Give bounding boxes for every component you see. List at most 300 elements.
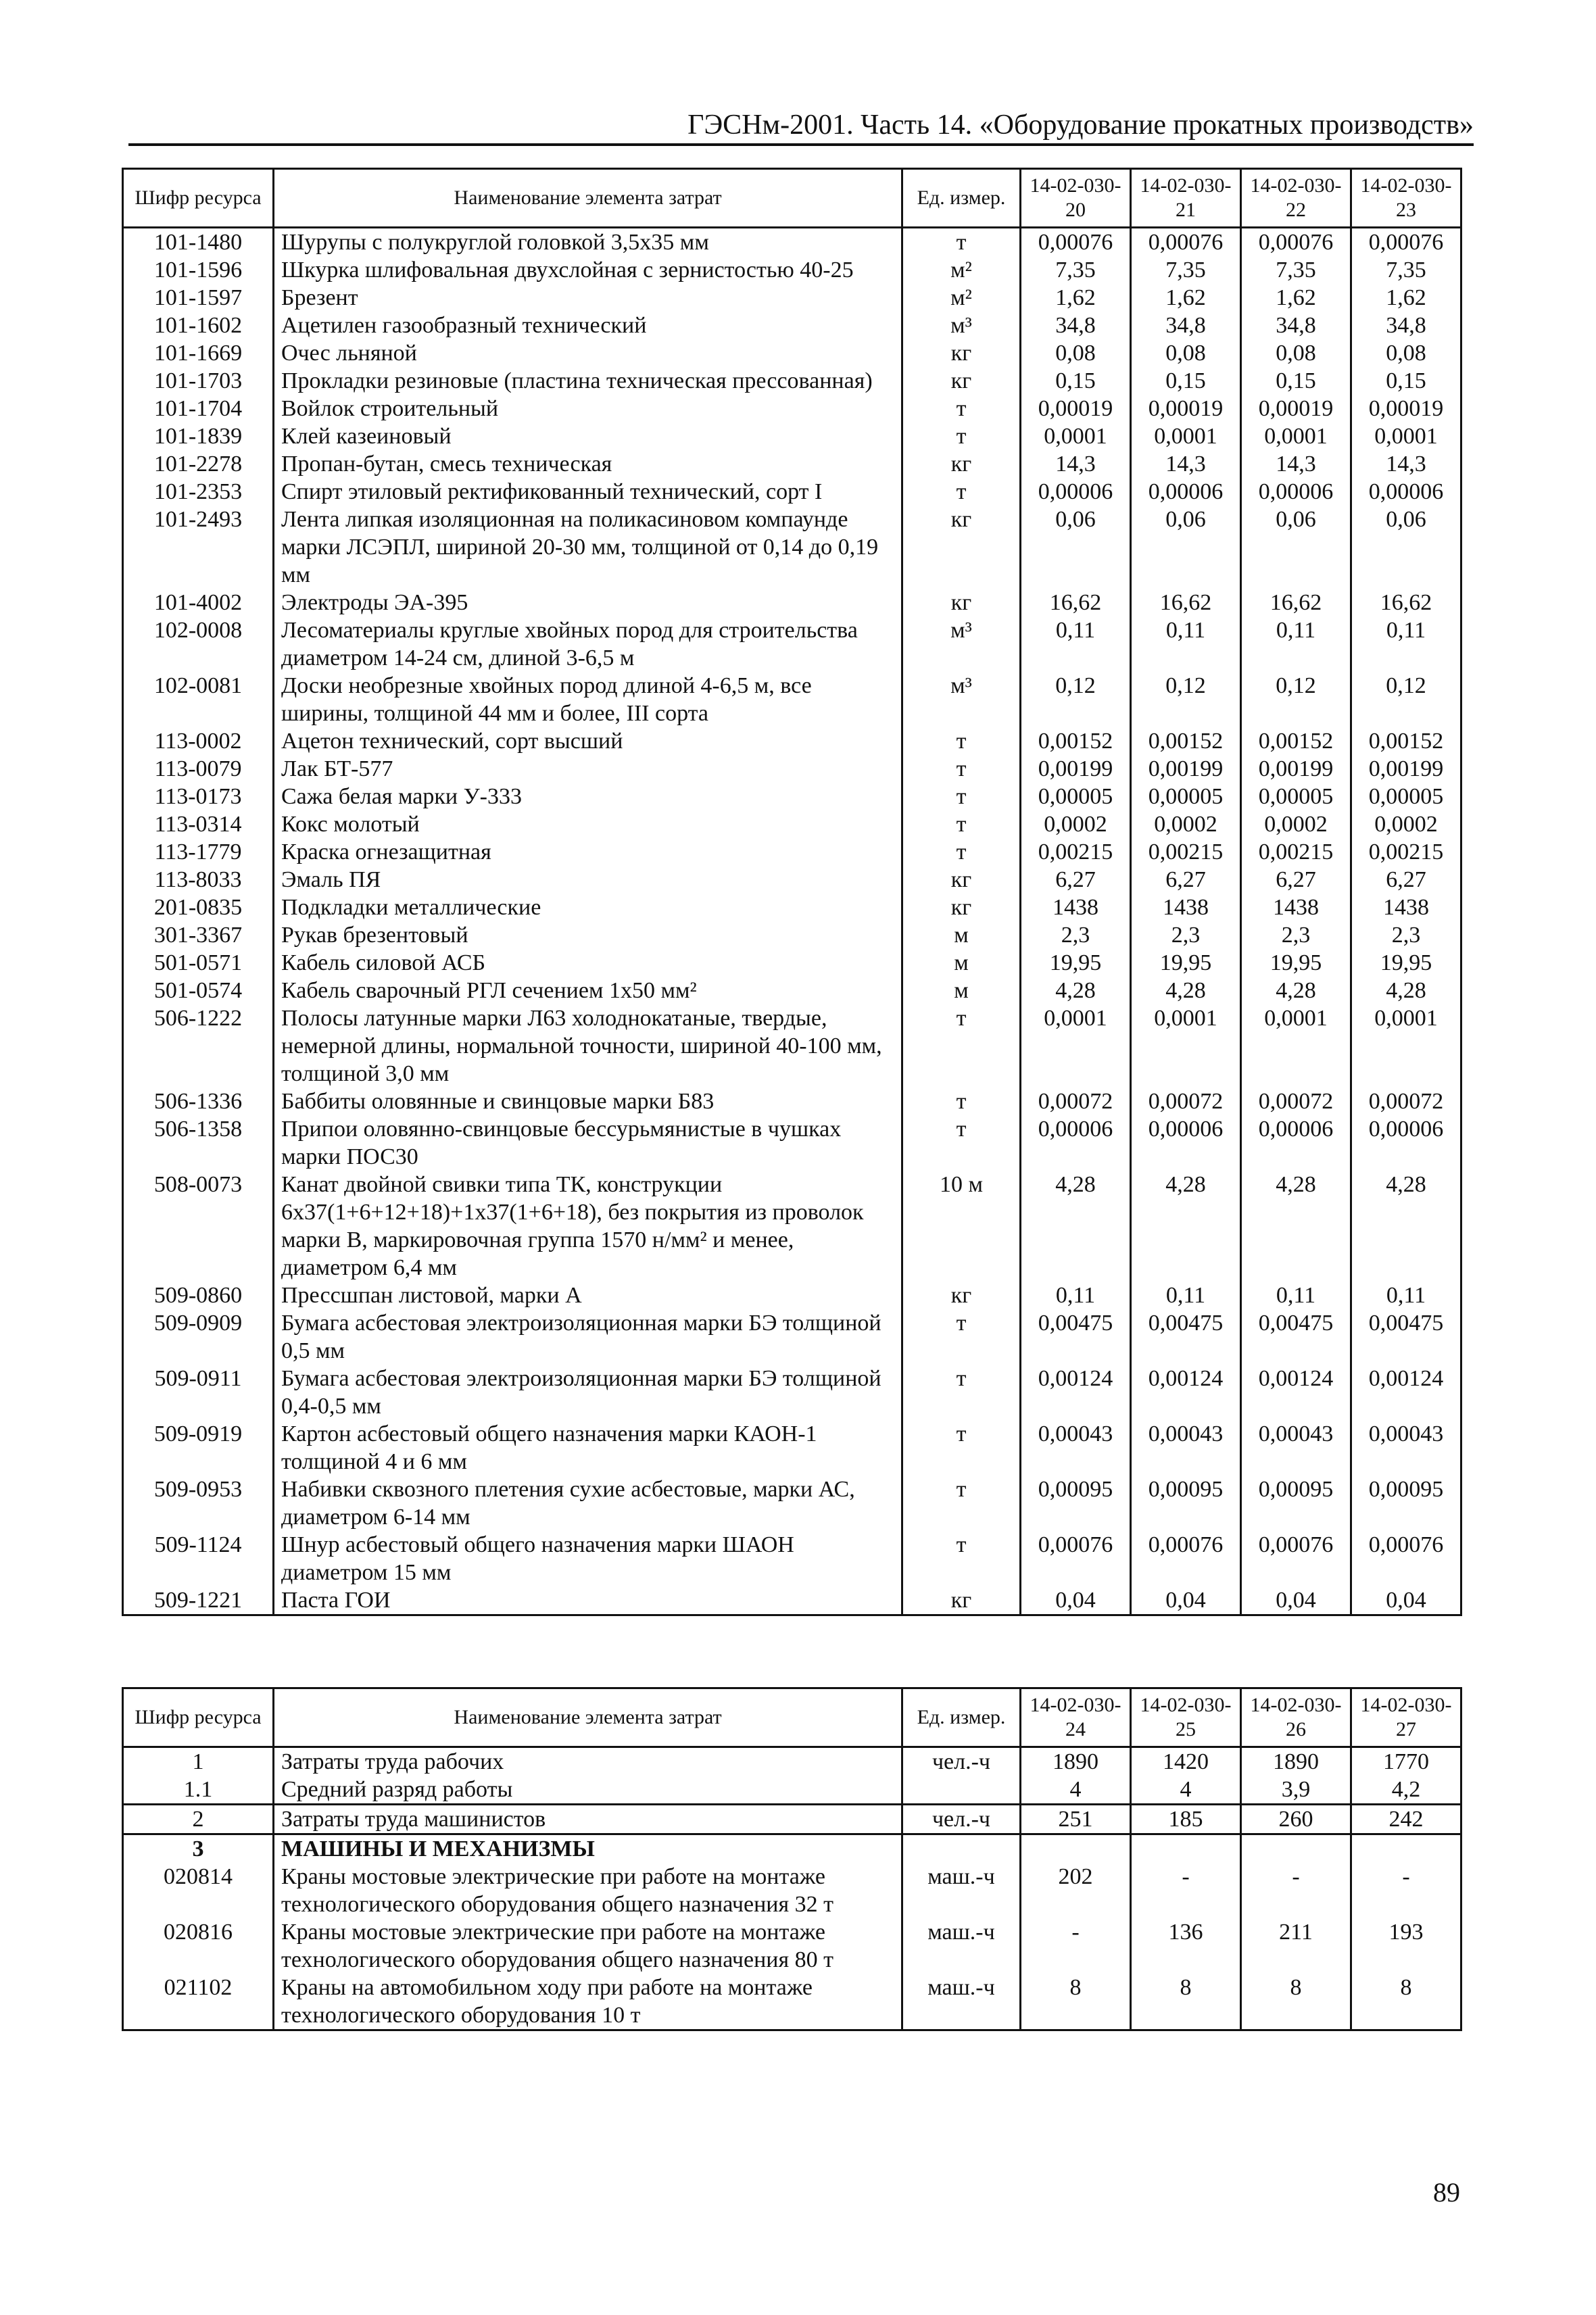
unit-of-measure: т <box>902 228 1021 257</box>
cost-element-name: Краска огнезащитная <box>274 838 902 866</box>
norm-value-1: - <box>1021 1918 1131 1974</box>
norm-value-1: 0,00215 <box>1021 838 1131 866</box>
cost-element-name: Паста ГОИ <box>274 1586 902 1615</box>
resource-code: 101-1480 <box>123 228 274 257</box>
norm-value-4 <box>1351 1834 1461 1863</box>
resource-code: 101-4002 <box>123 589 274 616</box>
norm-value-3: 0,00006 <box>1241 1115 1351 1171</box>
table-row <box>123 866 1461 894</box>
norm-value-1: 6,27 <box>1021 866 1131 894</box>
norm-value-1: 0,04 <box>1021 1586 1131 1615</box>
norm-value-1: 19,95 <box>1021 949 1131 977</box>
table-row <box>123 312 1461 339</box>
cost-element-name: Эмаль ПЯ <box>274 866 902 894</box>
norm-value-1: 1438 <box>1021 894 1131 921</box>
norm-value-1: 1,62 <box>1021 284 1131 312</box>
resource-code: 020816 <box>123 1918 274 1974</box>
norm-value-3: 8 <box>1241 1974 1351 2030</box>
cost-element-name: Очес льняной <box>274 339 902 367</box>
norm-value-4: 1438 <box>1351 894 1461 921</box>
resource-code: 102-0081 <box>123 672 274 727</box>
table-row <box>123 1171 1461 1282</box>
table-row <box>123 1088 1461 1115</box>
table-row <box>123 1004 1461 1088</box>
norm-value-2: 0,0001 <box>1131 422 1241 450</box>
resource-code: 509-1221 <box>123 1586 274 1615</box>
resource-code: 113-0173 <box>123 783 274 810</box>
norm-value-3: 0,0001 <box>1241 422 1351 450</box>
table-row <box>123 1309 1461 1365</box>
norm-value-2: 0,00005 <box>1131 783 1241 810</box>
norm-value-3: 0,00076 <box>1241 1531 1351 1586</box>
unit-of-measure: кг <box>902 450 1021 478</box>
norm-value-1: 4 <box>1021 1776 1131 1805</box>
labor-machines-table <box>122 1687 1462 2031</box>
norm-value-4: 0,06 <box>1351 506 1461 589</box>
table-row <box>123 339 1461 367</box>
materials-table <box>122 168 1462 1616</box>
norm-value-4: 0,00124 <box>1351 1365 1461 1420</box>
norm-value-2: 0,11 <box>1131 616 1241 672</box>
norm-value-4: 0,08 <box>1351 339 1461 367</box>
norm-value-1: 0,0002 <box>1021 810 1131 838</box>
norm-value-2: 0,12 <box>1131 672 1241 727</box>
cost-element-name: Кабель сварочный РГЛ сечением 1х50 мм² <box>274 977 902 1004</box>
table-row <box>123 1805 1461 1834</box>
cost-element-name: Краны мостовые электрические при работе на монтаже технологического оборудования общего назначения 80 т <box>274 1918 902 1974</box>
norm-value-4: 6,27 <box>1351 866 1461 894</box>
norm-value-3: 1890 <box>1241 1747 1351 1776</box>
cost-element-name: Шкурка шлифовальная двухслойная с зернистостью 40-25 <box>274 256 902 284</box>
table-row <box>123 284 1461 312</box>
norm-value-2: 185 <box>1131 1805 1241 1834</box>
norm-value-1: 7,35 <box>1021 256 1131 284</box>
norm-value-3: 0,06 <box>1241 506 1351 589</box>
cost-element-name: Прессшпан листовой, марки А <box>274 1282 902 1309</box>
norm-value-3: 2,3 <box>1241 921 1351 949</box>
norm-value-4: 4,28 <box>1351 977 1461 1004</box>
cost-element-name: Ацетилен газообразный технический <box>274 312 902 339</box>
table-row <box>123 977 1461 1004</box>
norm-value-2: 0,00006 <box>1131 1115 1241 1171</box>
resource-code: 506-1222 <box>123 1004 274 1088</box>
norm-value-2: 14,3 <box>1131 450 1241 478</box>
norm-value-2: 0,00076 <box>1131 228 1241 257</box>
header-col-2: 14-02-030-25 <box>1131 1688 1241 1747</box>
norm-value-3: 0,00076 <box>1241 228 1351 257</box>
resource-code: 509-0919 <box>123 1420 274 1476</box>
unit-of-measure: т <box>902 810 1021 838</box>
norm-value-3: 0,00215 <box>1241 838 1351 866</box>
table-row <box>123 1747 1461 1776</box>
norm-value-2: 16,62 <box>1131 589 1241 616</box>
norm-value-3: 0,00005 <box>1241 783 1351 810</box>
unit-of-measure: м³ <box>902 672 1021 727</box>
page-number: 89 <box>1433 2177 1460 2208</box>
norm-value-3: 19,95 <box>1241 949 1351 977</box>
table-row <box>123 1282 1461 1309</box>
norm-value-2: 34,8 <box>1131 312 1241 339</box>
unit-of-measure: т <box>902 1088 1021 1115</box>
norm-value-3: 0,0001 <box>1241 1004 1351 1088</box>
norm-value-3: 0,15 <box>1241 367 1351 395</box>
cost-element-name: Лак БТ-577 <box>274 755 902 783</box>
norm-value-1: 0,06 <box>1021 506 1131 589</box>
norm-value-2: 0,00043 <box>1131 1420 1241 1476</box>
header-col-1: 14-02-030-20 <box>1021 169 1131 228</box>
unit-of-measure: м² <box>902 284 1021 312</box>
header-rule <box>128 143 1474 146</box>
norm-value-1: 0,0001 <box>1021 422 1131 450</box>
cost-element-name: Картон асбестовый общего назначения марки КАОН-1 толщиной 4 и 6 мм <box>274 1420 902 1476</box>
norm-value-1: 8 <box>1021 1974 1131 2030</box>
norm-value-3: 0,00019 <box>1241 395 1351 422</box>
norm-value-4: 0,00072 <box>1351 1088 1461 1115</box>
norm-value-1: 1890 <box>1021 1747 1131 1776</box>
unit-of-measure <box>902 1776 1021 1805</box>
table-row <box>123 1834 1461 1863</box>
norm-value-2: 0,0002 <box>1131 810 1241 838</box>
table-row <box>123 1115 1461 1171</box>
norm-value-2: 0,04 <box>1131 1586 1241 1615</box>
table-row <box>123 921 1461 949</box>
norm-value-3: 211 <box>1241 1918 1351 1974</box>
norm-value-2: 19,95 <box>1131 949 1241 977</box>
norm-value-2: 2,3 <box>1131 921 1241 949</box>
header-unit: Ед. измер. <box>902 169 1021 228</box>
norm-value-4: 16,62 <box>1351 589 1461 616</box>
norm-value-1: 0,00095 <box>1021 1476 1131 1531</box>
unit-of-measure: кг <box>902 1586 1021 1615</box>
norm-value-4: 0,15 <box>1351 367 1461 395</box>
norm-value-1: 202 <box>1021 1863 1131 1918</box>
norm-value-4: 34,8 <box>1351 312 1461 339</box>
norm-value-4: 0,00019 <box>1351 395 1461 422</box>
norm-value-1: 0,00006 <box>1021 478 1131 506</box>
norm-value-3: 0,12 <box>1241 672 1351 727</box>
header-name: Наименование элемента затрат <box>274 1688 902 1747</box>
norm-value-2: 0,08 <box>1131 339 1241 367</box>
norm-value-2: 0,0001 <box>1131 1004 1241 1088</box>
norm-value-3: 260 <box>1241 1805 1351 1834</box>
norm-value-1: 0,0001 <box>1021 1004 1131 1088</box>
resource-code: 509-0953 <box>123 1476 274 1531</box>
norm-value-1 <box>1021 1834 1131 1863</box>
resource-code: 509-0911 <box>123 1365 274 1420</box>
norm-value-4: 0,00006 <box>1351 1115 1461 1171</box>
cost-element-name: Краны на автомобильном ходу при работе на монтаже технологического оборудования 10 т <box>274 1974 902 2030</box>
unit-of-measure: т <box>902 1004 1021 1088</box>
norm-value-4: 0,00076 <box>1351 228 1461 257</box>
table-row <box>123 256 1461 284</box>
cost-element-name: Ацетон технический, сорт высший <box>274 727 902 755</box>
norm-value-4: 4,28 <box>1351 1171 1461 1282</box>
resource-code: 509-0860 <box>123 1282 274 1309</box>
cost-element-name: Доски необрезные хвойных пород длиной 4-6,5 м, все ширины, толщиной 44 мм и более, III сорта <box>274 672 902 727</box>
norm-value-2: 0,00152 <box>1131 727 1241 755</box>
norm-value-3: 6,27 <box>1241 866 1351 894</box>
table-row <box>123 1476 1461 1531</box>
norm-value-1: 4,28 <box>1021 1171 1131 1282</box>
cost-element-name: Брезент <box>274 284 902 312</box>
norm-value-3: 0,00152 <box>1241 727 1351 755</box>
norm-value-4: 242 <box>1351 1805 1461 1834</box>
cost-element-name: Электроды ЭА-395 <box>274 589 902 616</box>
norm-value-4: 0,00076 <box>1351 1531 1461 1586</box>
table-row <box>123 1776 1461 1805</box>
unit-of-measure: кг <box>902 589 1021 616</box>
resource-code: 101-1596 <box>123 256 274 284</box>
norm-value-1: 0,00019 <box>1021 395 1131 422</box>
norm-value-4: 0,0001 <box>1351 422 1461 450</box>
norm-value-2 <box>1131 1834 1241 1863</box>
resource-code: 501-0571 <box>123 949 274 977</box>
unit-of-measure: маш.-ч <box>902 1918 1021 1974</box>
resource-code: 2 <box>123 1805 274 1834</box>
table-row <box>123 1863 1461 1918</box>
unit-of-measure: м <box>902 949 1021 977</box>
norm-value-1: 14,3 <box>1021 450 1131 478</box>
unit-of-measure: кг <box>902 1282 1021 1309</box>
norm-value-2: 0,00215 <box>1131 838 1241 866</box>
cost-element-name: Баббиты оловянные и свинцовые марки Б83 <box>274 1088 902 1115</box>
norm-value-3: 4,28 <box>1241 1171 1351 1282</box>
norm-value-4: 8 <box>1351 1974 1461 2030</box>
cost-element-name: Бумага асбестовая электроизоляционная марки БЭ толщиной 0,4-0,5 мм <box>274 1365 902 1420</box>
cost-element-name: Лента липкая изоляционная на поликасиновом компаунде марки ЛСЭПЛ, шириной 20-30 мм, толщиной от 0,14 до 0,19 мм <box>274 506 902 589</box>
resource-code: 201-0835 <box>123 894 274 921</box>
unit-of-measure: чел.-ч <box>902 1747 1021 1776</box>
norm-value-3: - <box>1241 1863 1351 1918</box>
norm-value-3: 0,00199 <box>1241 755 1351 783</box>
norm-value-2: 0,00475 <box>1131 1309 1241 1365</box>
unit-of-measure: т <box>902 1365 1021 1420</box>
cost-element-name: Лесоматериалы круглые хвойных пород для строительства диаметром 14-24 см, длиной 3-6,5 м <box>274 616 902 672</box>
norm-value-3: 0,04 <box>1241 1586 1351 1615</box>
norm-value-2: 0,06 <box>1131 506 1241 589</box>
resource-code: 101-1602 <box>123 312 274 339</box>
norm-value-2: 4,28 <box>1131 977 1241 1004</box>
cost-element-name: Клей казеиновый <box>274 422 902 450</box>
cost-element-name: Рукав брезентовый <box>274 921 902 949</box>
norm-value-4: 1,62 <box>1351 284 1461 312</box>
unit-of-measure: кг <box>902 506 1021 589</box>
header-col-1: 14-02-030-24 <box>1021 1688 1131 1747</box>
unit-of-measure: т <box>902 478 1021 506</box>
cost-element-name: МАШИНЫ И МЕХАНИЗМЫ <box>274 1834 902 1863</box>
header-col-3: 14-02-030-22 <box>1241 169 1351 228</box>
resource-code: 113-1779 <box>123 838 274 866</box>
norm-value-3: 0,0002 <box>1241 810 1351 838</box>
norm-value-3: 7,35 <box>1241 256 1351 284</box>
norm-value-1: 251 <box>1021 1805 1131 1834</box>
norm-value-4: 0,11 <box>1351 1282 1461 1309</box>
norm-value-4: 0,00215 <box>1351 838 1461 866</box>
header-col-3: 14-02-030-26 <box>1241 1688 1351 1747</box>
norm-value-1: 0,00005 <box>1021 783 1131 810</box>
resource-code: 101-1839 <box>123 422 274 450</box>
norm-value-3: 0,11 <box>1241 1282 1351 1309</box>
unit-of-measure: т <box>902 1531 1021 1586</box>
norm-value-1: 0,00043 <box>1021 1420 1131 1476</box>
norm-value-2: 0,00124 <box>1131 1365 1241 1420</box>
norm-value-4: - <box>1351 1863 1461 1918</box>
norm-value-3: 0,11 <box>1241 616 1351 672</box>
unit-of-measure <box>902 1834 1021 1863</box>
norm-value-2: - <box>1131 1863 1241 1918</box>
table-row <box>123 395 1461 422</box>
table-row <box>123 1365 1461 1420</box>
norm-value-3: 14,3 <box>1241 450 1351 478</box>
cost-element-name: Сажа белая марки У-333 <box>274 783 902 810</box>
norm-value-4: 2,3 <box>1351 921 1461 949</box>
norm-value-4: 0,0002 <box>1351 810 1461 838</box>
table-row <box>123 506 1461 589</box>
resource-code: 101-1597 <box>123 284 274 312</box>
resource-code: 508-0073 <box>123 1171 274 1282</box>
cost-element-name: Войлок строительный <box>274 395 902 422</box>
table-row <box>123 894 1461 921</box>
table-row <box>123 1531 1461 1586</box>
resource-code: 1.1 <box>123 1776 274 1805</box>
cost-element-name: Шурупы с полукруглой головкой 3,5х35 мм <box>274 228 902 257</box>
norm-value-3: 0,08 <box>1241 339 1351 367</box>
resource-code: 3 <box>123 1834 274 1863</box>
header-col-4: 14-02-030-27 <box>1351 1688 1461 1747</box>
norm-value-3: 0,00043 <box>1241 1420 1351 1476</box>
norm-value-4: 0,00475 <box>1351 1309 1461 1365</box>
norm-value-2: 1438 <box>1131 894 1241 921</box>
resource-code: 101-2493 <box>123 506 274 589</box>
norm-value-4: 4,2 <box>1351 1776 1461 1805</box>
norm-value-1: 0,00072 <box>1021 1088 1131 1115</box>
header-name: Наименование элемента затрат <box>274 169 902 228</box>
norm-value-1: 0,00076 <box>1021 1531 1131 1586</box>
norm-value-2: 0,00006 <box>1131 478 1241 506</box>
norm-value-4: 7,35 <box>1351 256 1461 284</box>
norm-value-3: 0,00006 <box>1241 478 1351 506</box>
unit-of-measure: т <box>902 1309 1021 1365</box>
norm-value-3 <box>1241 1834 1351 1863</box>
table-row <box>123 1918 1461 1974</box>
resource-code: 101-1704 <box>123 395 274 422</box>
resource-code: 506-1336 <box>123 1088 274 1115</box>
cost-element-name: Подкладки металлические <box>274 894 902 921</box>
resource-code: 020814 <box>123 1863 274 1918</box>
norm-value-3: 0,00095 <box>1241 1476 1351 1531</box>
norm-value-4: 0,0001 <box>1351 1004 1461 1088</box>
unit-of-measure: т <box>902 422 1021 450</box>
norm-value-1: 0,00076 <box>1021 228 1131 257</box>
cost-element-name: Пропан-бутан, смесь техническая <box>274 450 902 478</box>
table-row <box>123 783 1461 810</box>
unit-of-measure: 10 м <box>902 1171 1021 1282</box>
norm-value-2: 1,62 <box>1131 284 1241 312</box>
norm-value-1: 0,15 <box>1021 367 1131 395</box>
norm-value-4: 0,00152 <box>1351 727 1461 755</box>
resource-code: 102-0008 <box>123 616 274 672</box>
unit-of-measure: м <box>902 921 1021 949</box>
resource-code: 301-3367 <box>123 921 274 949</box>
unit-of-measure: маш.-ч <box>902 1863 1021 1918</box>
norm-value-2: 136 <box>1131 1918 1241 1974</box>
norm-value-4: 1770 <box>1351 1747 1461 1776</box>
norm-value-3: 0,00475 <box>1241 1309 1351 1365</box>
unit-of-measure: т <box>902 755 1021 783</box>
norm-value-4: 0,04 <box>1351 1586 1461 1615</box>
norm-value-2: 0,00199 <box>1131 755 1241 783</box>
unit-of-measure: м³ <box>902 312 1021 339</box>
resource-code: 113-0314 <box>123 810 274 838</box>
norm-value-3: 1438 <box>1241 894 1351 921</box>
norm-value-4: 0,00043 <box>1351 1420 1461 1476</box>
resource-code: 113-8033 <box>123 866 274 894</box>
resource-code: 501-0574 <box>123 977 274 1004</box>
norm-value-1: 0,00006 <box>1021 1115 1131 1171</box>
norm-value-4: 0,00095 <box>1351 1476 1461 1531</box>
norm-value-3: 16,62 <box>1241 589 1351 616</box>
norm-value-3: 1,62 <box>1241 284 1351 312</box>
unit-of-measure: кг <box>902 866 1021 894</box>
norm-value-1: 0,08 <box>1021 339 1131 367</box>
table-row <box>123 949 1461 977</box>
unit-of-measure: кг <box>902 894 1021 921</box>
resource-code: 113-0079 <box>123 755 274 783</box>
table-row <box>123 228 1461 257</box>
unit-of-measure: т <box>902 1476 1021 1531</box>
unit-of-measure: м³ <box>902 616 1021 672</box>
cost-element-name: Бумага асбестовая электроизоляционная марки БЭ толщиной 0,5 мм <box>274 1309 902 1365</box>
unit-of-measure: чел.-ч <box>902 1805 1021 1834</box>
header-unit: Ед. измер. <box>902 1688 1021 1747</box>
table-row <box>123 727 1461 755</box>
table-row <box>123 450 1461 478</box>
table-row <box>123 616 1461 672</box>
norm-value-1: 0,00475 <box>1021 1309 1131 1365</box>
header-col-4: 14-02-030-23 <box>1351 169 1461 228</box>
resource-code: 101-1703 <box>123 367 274 395</box>
norm-value-1: 0,00199 <box>1021 755 1131 783</box>
norm-value-4: 0,11 <box>1351 616 1461 672</box>
table-row <box>123 478 1461 506</box>
unit-of-measure: т <box>902 727 1021 755</box>
cost-element-name: Кокс молотый <box>274 810 902 838</box>
header-code: Шифр ресурса <box>123 1688 274 1747</box>
resource-code: 101-1669 <box>123 339 274 367</box>
norm-value-2: 0,11 <box>1131 1282 1241 1309</box>
table-header-row <box>123 169 1461 228</box>
header-col-2: 14-02-030-21 <box>1131 169 1241 228</box>
resource-code: 509-0909 <box>123 1309 274 1365</box>
norm-value-2: 0,00019 <box>1131 395 1241 422</box>
unit-of-measure: м <box>902 977 1021 1004</box>
norm-value-3: 0,00072 <box>1241 1088 1351 1115</box>
cost-element-name: Припои оловянно-свинцовые бессурьмянистые в чушках марки ПОС30 <box>274 1115 902 1171</box>
norm-value-4: 193 <box>1351 1918 1461 1974</box>
cost-element-name: Полосы латунные марки Л63 холоднокатаные, твердые, немерной длины, нормальной точности, шириной 40-100 мм, толщиной 3,0 мм <box>274 1004 902 1088</box>
norm-value-1: 34,8 <box>1021 312 1131 339</box>
resource-code: 101-2278 <box>123 450 274 478</box>
cost-element-name: Средний разряд работы <box>274 1776 902 1805</box>
norm-value-2: 6,27 <box>1131 866 1241 894</box>
resource-code: 113-0002 <box>123 727 274 755</box>
resource-code: 509-1124 <box>123 1531 274 1586</box>
table-row <box>123 838 1461 866</box>
table-row <box>123 672 1461 727</box>
unit-of-measure: кг <box>902 367 1021 395</box>
unit-of-measure: т <box>902 838 1021 866</box>
norm-value-3: 4,28 <box>1241 977 1351 1004</box>
